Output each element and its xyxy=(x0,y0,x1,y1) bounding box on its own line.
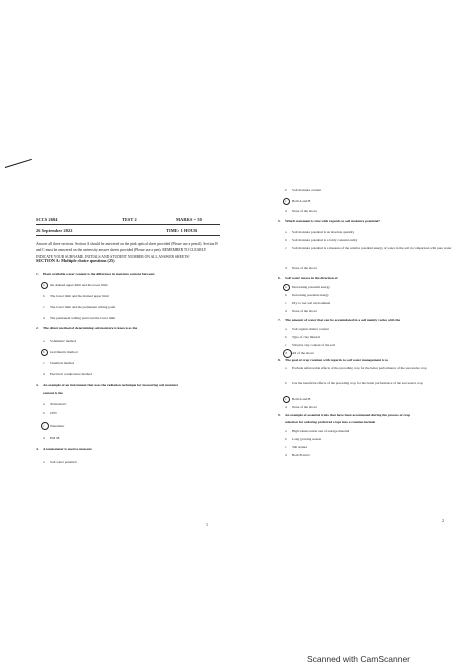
exam-instructions: Answer all three sections. Section A should be answered on the pink optical sheet provided (Please use a pencil). Section B and C must be answered on the university answer sheets provided (Please use a pen). REMEMBER TO CLEARLY INDICATE YOUR SURNAME, INITIALS AND STUDENT NUMBER ON ALL ANSWER SHEETS! xyxy=(36,242,218,259)
question-number: 1. xyxy=(36,272,39,276)
q3-option-c[interactable]: c Watermarr xyxy=(43,424,65,428)
exam-page-2 xyxy=(237,0,474,670)
question-9-continuation: selection for ordering preferred crops into a rotation include xyxy=(285,420,376,424)
question-text: Soil water moves in the direction of xyxy=(285,276,338,280)
q8-option-b[interactable]: b Use the beneficial effects of the preceding crop for the better performance of the successive crop xyxy=(285,381,424,385)
q1-option-a[interactable]: a the drained upper limit and the lower limit xyxy=(43,283,108,287)
q2-option-b[interactable]: b Gravimetric method xyxy=(43,350,78,354)
total-marks: MARKS = 50 xyxy=(176,217,202,222)
q5-option-c[interactable]: c Soil moisture potential is a measure of the relative potential energy of water in the soil in comparison with pure water xyxy=(285,246,452,250)
question-9 xyxy=(278,413,410,417)
q2-option-a[interactable]: a Volumetric method xyxy=(43,339,77,343)
q8-option-c[interactable]: c Both A and B xyxy=(285,397,311,401)
question-text: Plant available water content is the difference in moisture content between: xyxy=(43,272,156,276)
question-text: The direct method of determining soil moisture is known as the xyxy=(43,326,138,330)
question-7 xyxy=(278,318,400,322)
page-number-1: 1 xyxy=(206,522,208,527)
q1-option-d[interactable]: d The permanent wilting point and the lower limit xyxy=(43,316,116,320)
q6-option-b[interactable]: b Increasing potential energy xyxy=(285,293,329,297)
question-2 xyxy=(36,326,137,330)
q5-option-d[interactable]: d None of the above xyxy=(285,266,317,270)
question-number: 5. xyxy=(278,219,281,223)
selected-answer-circle xyxy=(41,422,49,430)
q9-option-a[interactable]: a High translocation rate of storage material xyxy=(285,429,350,433)
question-number: 6. xyxy=(278,276,281,280)
question-5 xyxy=(278,219,380,223)
question-number: 2. xyxy=(36,326,39,330)
question-text: A tensiometer is used to measure xyxy=(43,447,92,451)
header-rule-bottom xyxy=(36,235,220,236)
q9-option-d[interactable]: d Both B and C xyxy=(285,453,311,457)
exam-date: 26 September 2022 xyxy=(36,228,73,233)
q6-option-d[interactable]: d None of the above xyxy=(285,309,317,313)
question-text: An example of an instrument that uses the radiation technique for measuring soil moisture xyxy=(43,383,179,387)
scanner-watermark: Scanned with CamScanner xyxy=(307,654,411,664)
q7-option-a[interactable]: a Soil organic matter content xyxy=(285,327,329,331)
q2-option-d[interactable]: d Electrical conductance method xyxy=(43,372,92,376)
q5-option-b[interactable]: b Soil moisture potential is a fairly constant entity xyxy=(285,238,358,242)
q9-option-c[interactable]: c Tall stature xyxy=(285,445,308,449)
q7-option-b[interactable]: b Type of clay mineral xyxy=(285,335,321,339)
q8-option-d[interactable]: d None of the above xyxy=(285,405,317,409)
q6-option-c[interactable]: c Dry to wet soil environment xyxy=(285,301,331,305)
selected-answer-circle xyxy=(41,349,48,356)
q4-option-d[interactable]: d None of the above xyxy=(285,209,317,213)
question-1 xyxy=(36,272,155,276)
q9-option-b[interactable]: b Long growing season xyxy=(285,437,322,441)
q4-option-c[interactable]: c Both A and B xyxy=(285,199,311,203)
q3-option-a[interactable]: a Tensiometer xyxy=(43,402,67,406)
selected-answer-circle xyxy=(41,282,48,289)
q7-option-c[interactable]: c Silt plus clay content of the soil xyxy=(285,343,335,347)
header-rule-top xyxy=(36,224,220,225)
q5-option-a[interactable]: a Soil moisture potential is an absolute quantity xyxy=(285,230,355,234)
question-text: An example of essential traits that have been accentuated during the process of crop xyxy=(285,413,411,417)
question-number: 3. xyxy=(36,383,39,387)
q1-option-c[interactable]: c The lower limit and the permanent wilting point xyxy=(43,305,116,309)
question-6 xyxy=(278,276,338,280)
question-number: 9. xyxy=(278,413,281,417)
question-8 xyxy=(278,358,388,362)
section-a-heading: SECTION A: Multiple choice questions (25) xyxy=(36,258,115,263)
question-number: 4. xyxy=(36,447,39,451)
question-text: Which statement is true with regards to soil moisture potential? xyxy=(285,219,381,223)
selected-answer-circle xyxy=(283,284,290,291)
q3-option-d[interactable]: d EM 38 xyxy=(43,436,60,440)
q8-option-a[interactable]: a Exclude unfavorable effects of the preceding crop for the better performance of the successive crop xyxy=(285,366,427,370)
question-4 xyxy=(36,447,92,451)
question-text: The amount of water that can be accumulated in a soil mainly varies with the xyxy=(285,318,401,322)
exam-time: TIME: 1 HOUR xyxy=(166,228,198,233)
question-3-continuation: content is the xyxy=(43,391,63,395)
page-number-2: 2 xyxy=(442,518,444,523)
test-name: TEST 2 xyxy=(122,217,137,222)
q4-option-b[interactable]: b Soil moisture content xyxy=(285,188,322,192)
question-number: 7. xyxy=(278,318,281,322)
selected-answer-circle xyxy=(283,396,290,403)
q2-option-c[interactable]: c Chemical method xyxy=(43,361,75,365)
question-3 xyxy=(36,383,178,387)
question-text: The goal of crop rotation with regards to soil water management is to xyxy=(285,358,389,362)
q7-option-d[interactable]: d All of the above xyxy=(285,351,314,355)
q6-option-a[interactable]: a Decreasing potential energy xyxy=(285,285,330,289)
question-number: 8. xyxy=(278,358,281,362)
q3-option-b[interactable]: b CPN xyxy=(43,411,57,415)
course-code: SCCS 2684 xyxy=(36,217,58,222)
q1-option-b[interactable]: b The lower limit and the drained upper limit xyxy=(43,294,109,298)
selected-answer-circle xyxy=(283,198,290,205)
q4-option-a[interactable]: a Soil water potential xyxy=(43,460,77,464)
selected-answer-circle xyxy=(283,349,292,358)
